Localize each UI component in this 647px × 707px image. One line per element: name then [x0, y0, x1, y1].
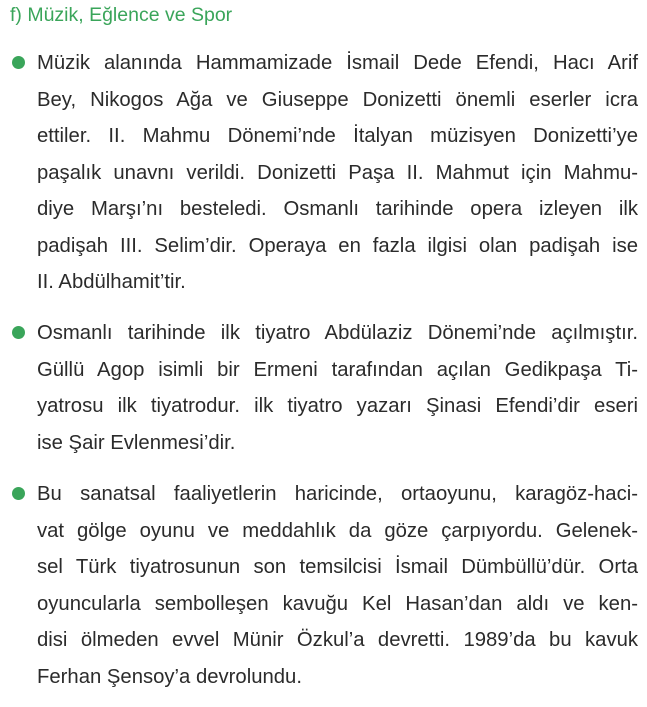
paragraph-theatre: [37, 315, 638, 461]
paragraph-line: Güllü Agop isimli bir Ermeni tarafından açılan Gedikpaşa Ti-: [37, 358, 638, 381]
paragraph-line: paşalık unavnı verildi. Donizetti Paşa II. Mahmut için Mahmu-: [37, 161, 638, 184]
paragraph-line: ise Şair Evlenmesi’dir.: [37, 431, 236, 454]
paragraph-line: Bu sanatsal faaliyetlerin haricinde, ortaoyunu, karagöz-haci-: [37, 483, 638, 505]
paragraph-line: vat gölge oyunu ve meddahlık da göze çarpıyordu. Gelenek-: [37, 519, 638, 542]
paragraph-traditional-theatre: [37, 476, 638, 695]
paragraph-line: sel Türk tiyatrosunun son temsilcisi İsmail Dümbüllü’dür. Orta: [37, 556, 638, 578]
paragraph-line: disi ölmeden evvel Münir Özkul’a devretti. 1989’da bu kavuk: [37, 629, 638, 651]
paragraph-music: [37, 45, 638, 301]
paragraph-line: diye Marşı’nı besteledi. Osmanlı tarihinde opera izleyen ilk: [37, 198, 638, 220]
paragraph-line: ettiler. II. Mahmu Dönemi’nde İtalyan müzisyen Donizetti’ye: [37, 125, 638, 147]
bullet-dot-icon: [12, 487, 25, 500]
bullet-dot-icon: [12, 326, 25, 339]
section-heading: f) Müzik, Eğlence ve Spor: [10, 4, 233, 26]
paragraph-line: II. Abdülhamit’tir.: [37, 271, 186, 293]
paragraph-line: Bey, Nikogos Ağa ve Giuseppe Donizetti önemli eserler icra: [37, 88, 638, 111]
paragraph-line: padişah III. Selim’dir. Operaya en fazla ilgisi olan padişah ise: [37, 234, 638, 257]
paragraph-line: Ferhan Şensoy’a devrolundu.: [37, 665, 302, 688]
bullet-dot-icon: [12, 56, 25, 69]
paragraph-line: Müzik alanında Hammamizade İsmail Dede Efendi, Hacı Arif: [37, 52, 638, 74]
paragraph-line: yatrosu ilk tiyatrodur. ilk tiyatro yazarı Şinasi Efendi’dir eseri: [37, 395, 638, 417]
paragraph-line: oyuncularla sembolleşen kavuğu Kel Hasan’dan aldı ve ken-: [37, 592, 638, 615]
paragraph-line: Osmanlı tarihinde ilk tiyatro Abdülaziz Dönemi’nde açılmıştır.: [37, 322, 638, 344]
